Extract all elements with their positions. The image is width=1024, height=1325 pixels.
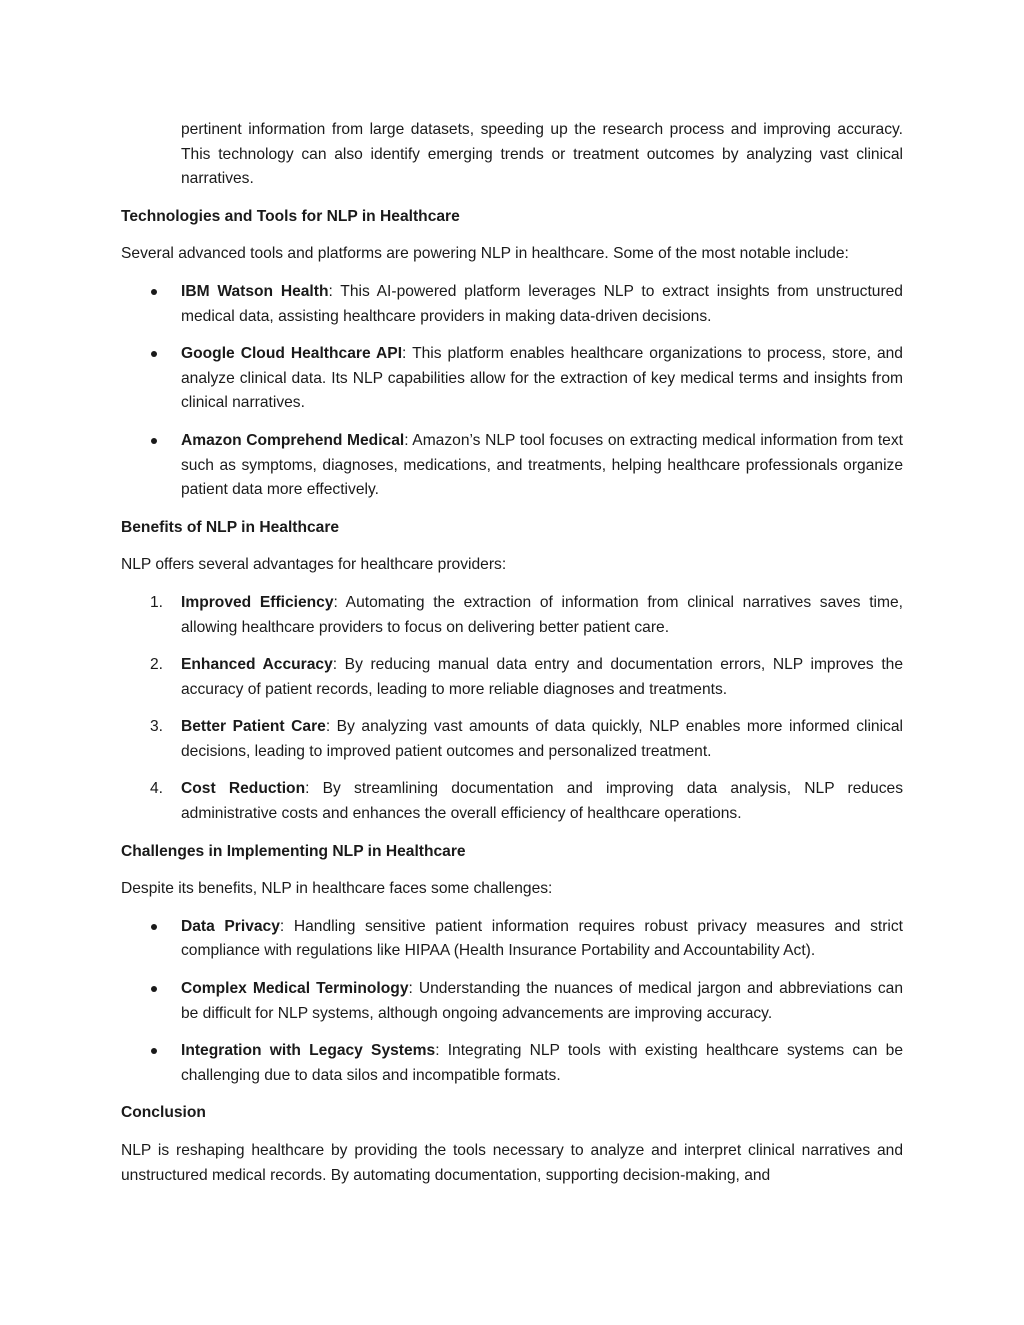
list-item-text: : By reducing manual data entry and documentation errors, NLP improves the accuracy of patient records, leading to more reliable diagnoses and treatments.	[181, 656, 903, 698]
list-item-text: : Understanding the nuances of medical jargon and abbreviations can be difficult for NLP systems, although ongoing advancements are improving accuracy.	[181, 980, 903, 1022]
document-page	[121, 118, 903, 1201]
item-number: 1.	[150, 593, 164, 611]
list-item-text: : Integrating NLP tools with existing healthcare systems can be challenging due to data silos and incompatible formats.	[181, 1042, 903, 1084]
numbered-item	[121, 653, 903, 702]
benefits-intro: NLP offers several advantages for healthcare providers:	[121, 556, 507, 574]
challenges-intro: Despite its benefits, NLP in healthcare faces some challenges:	[121, 880, 553, 898]
list-item	[121, 342, 903, 416]
list-item	[121, 915, 903, 964]
list-item-term: Amazon Comprehend Medical	[181, 431, 405, 449]
list-item-text: : Amazon’s NLP tool focuses on extracting medical information from text such as symptoms, diagnoses, medications, and treatments, helping healthcare professionals organize patient data more effectively.	[181, 431, 903, 499]
list-item-term: Better Patient Care	[181, 718, 326, 736]
challenges-heading: Challenges in Implementing NLP in Healthcare	[121, 842, 466, 860]
bullet-icon	[151, 1039, 157, 1054]
list-item-term: Improved Efficiency	[181, 593, 334, 611]
item-number: 3.	[150, 718, 164, 736]
item-number: 2.	[150, 656, 164, 674]
bullet-icon	[151, 429, 157, 444]
list-item-text: : This AI-powered platform leverages NLP to extract insights from unstructured medical data, assisting healthcare providers in making data-driven decisions.	[181, 282, 903, 325]
list-item-term: Complex Medical Terminology	[181, 980, 409, 998]
list-item-text: : By streamlining documentation and improving data analysis, NLP reduces administrative costs and enhances the overall efficiency of healthcare operations.	[181, 780, 903, 823]
list-item-text: : This platform enables healthcare organizations to process, store, and analyze clinical data. Its NLP capabilities allow for the extraction of key medical terms and insights from clinical narratives.	[181, 345, 903, 412]
list-item	[121, 977, 903, 1026]
tools-heading: Technologies and Tools for NLP in Healthcare	[121, 207, 460, 225]
benefits-heading: Benefits of NLP in Healthcare	[121, 518, 340, 536]
numbered-item	[121, 777, 903, 826]
bullet-icon	[151, 342, 157, 357]
list-item-term: Enhanced Accuracy	[181, 656, 333, 674]
numbered-item	[121, 591, 903, 640]
conclusion-heading: Conclusion	[121, 1104, 206, 1122]
list-item-term: Cost Reduction	[181, 780, 306, 798]
list-item-term: IBM Watson Health	[181, 282, 329, 300]
tools-intro: Several advanced tools and platforms are powering NLP in healthcare. Some of the most notable include:	[121, 245, 849, 263]
conclusion-paragraph: NLP is reshaping healthcare by providing the tools necessary to analyze and interpret clinical narratives and unstructured medical records. By automating documentation, supporting decision-making, and	[121, 1142, 903, 1184]
item-number: 4.	[150, 780, 164, 798]
bullet-icon	[151, 915, 157, 930]
bullet-icon	[151, 977, 157, 992]
list-item	[121, 280, 903, 329]
list-item	[121, 429, 903, 503]
list-item-term: Google Cloud Healthcare API	[181, 345, 403, 363]
list-item-text: : By analyzing vast amounts of data quickly, NLP enables more informed clinical decisions, leading to improved patient outcomes and personalized treatment.	[181, 718, 903, 760]
list-item	[121, 1039, 903, 1088]
list-item-text: : Automating the extraction of information from clinical narratives saves time, allowing healthcare providers to focus on delivering better patient care.	[181, 593, 903, 636]
bullet-icon	[151, 280, 157, 295]
list-item-term: Data Privacy	[181, 917, 280, 935]
numbered-item	[121, 715, 903, 764]
intro-continuation-paragraph: pertinent information from large datasets, speeding up the research process and improving accuracy. This technology can also identify emerging trends or treatment outcomes by analyzing vast clinical narratives.	[181, 121, 903, 188]
list-item-text: : Handling sensitive patient information requires robust privacy measures and strict compliance with regulations like HIPAA (Health Insurance Portability and Accountability Act).	[181, 917, 903, 960]
list-item-term: Integration with Legacy Systems	[181, 1042, 436, 1060]
